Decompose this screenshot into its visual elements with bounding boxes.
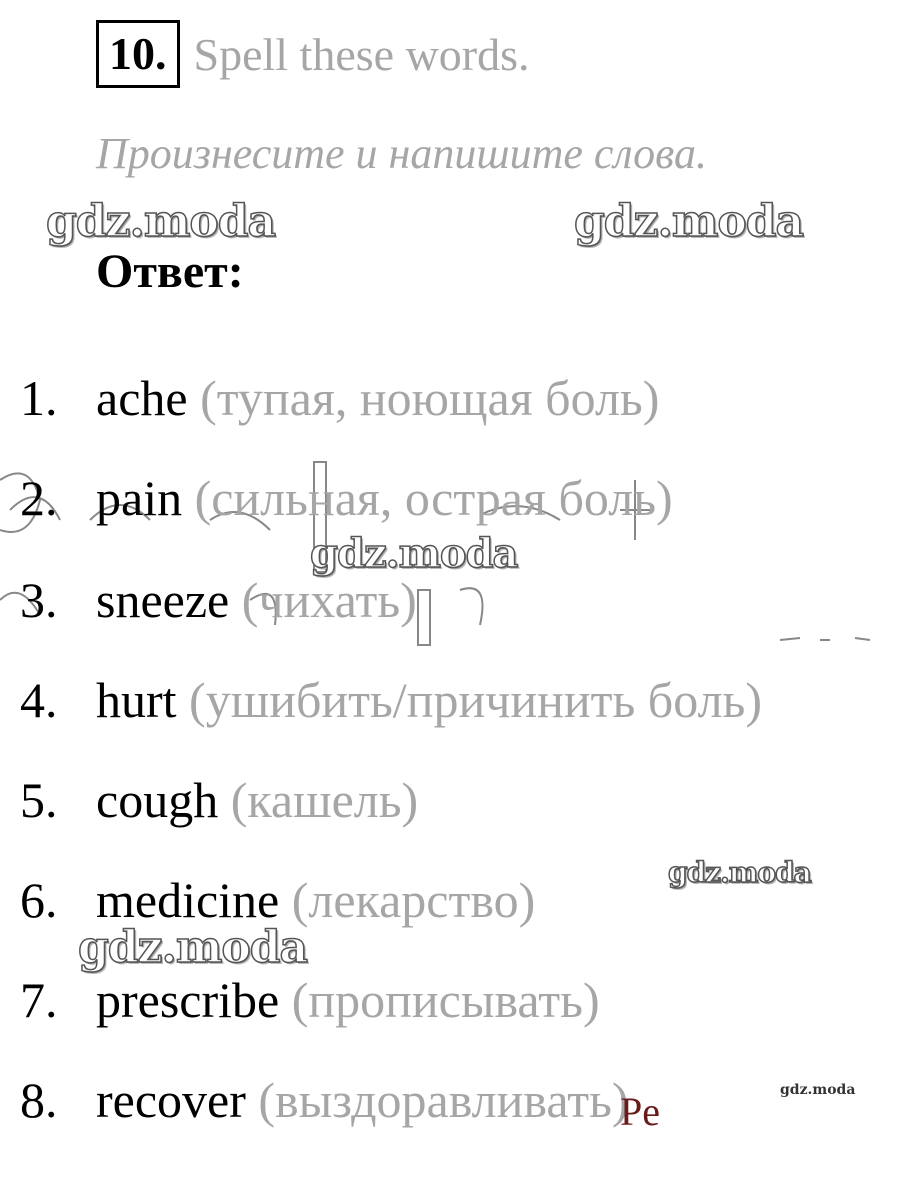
watermark: gdz.moda [310, 530, 518, 577]
item-translation: (лекарство) [291, 872, 536, 928]
list-item [20, 970, 600, 1030]
list-item [20, 870, 535, 930]
task-header [96, 20, 530, 88]
task-title: Spell these words. [193, 28, 530, 80]
item-word: recover [96, 1072, 246, 1128]
task-subtitle: Произнесите и напишите слова. [96, 129, 707, 178]
watermark: gdz.moda [78, 922, 308, 973]
item-translation: (тупая, ноющая боль) [200, 370, 660, 426]
item-word: medicine [96, 872, 280, 928]
stray-mark: Pe [620, 1089, 660, 1134]
task-number: 10. [96, 20, 180, 88]
item-number: 7. [20, 972, 58, 1028]
list-item [20, 1070, 629, 1130]
item-translation: (чихать) [241, 572, 417, 628]
watermark: gdz.moda [574, 196, 804, 247]
item-translation: (ушибить/причинить боль) [189, 672, 762, 728]
watermark: gdz.moda [668, 856, 811, 889]
item-word: sneeze [96, 572, 230, 628]
item-translation: (кашель) [230, 772, 419, 828]
item-translation: (выздоравливать) [258, 1072, 629, 1128]
answer-heading: Ответ: [96, 245, 244, 298]
item-number: 3. [20, 572, 58, 628]
item-number: 8. [20, 1072, 58, 1128]
item-word: cough [96, 772, 219, 828]
watermark: gdz.moda [46, 196, 276, 247]
list-item [20, 770, 418, 830]
list-item [20, 670, 762, 730]
item-translation: (прописывать) [291, 972, 600, 1028]
item-number: 6. [20, 872, 58, 928]
item-word: ache [96, 370, 188, 426]
item-word: prescribe [96, 972, 280, 1028]
item-number: 4. [20, 672, 58, 728]
watermark-small: gdz.moda [780, 1082, 856, 1098]
item-number: 1. [20, 370, 58, 426]
item-word: pain [96, 470, 183, 526]
item-number: 5. [20, 772, 58, 828]
item-number: 2. [20, 470, 58, 526]
item-translation: (сильная, острая боль) [194, 470, 673, 526]
list-item [20, 368, 659, 428]
list-item [20, 468, 673, 528]
list-item [20, 570, 417, 630]
item-word: hurt [96, 672, 177, 728]
